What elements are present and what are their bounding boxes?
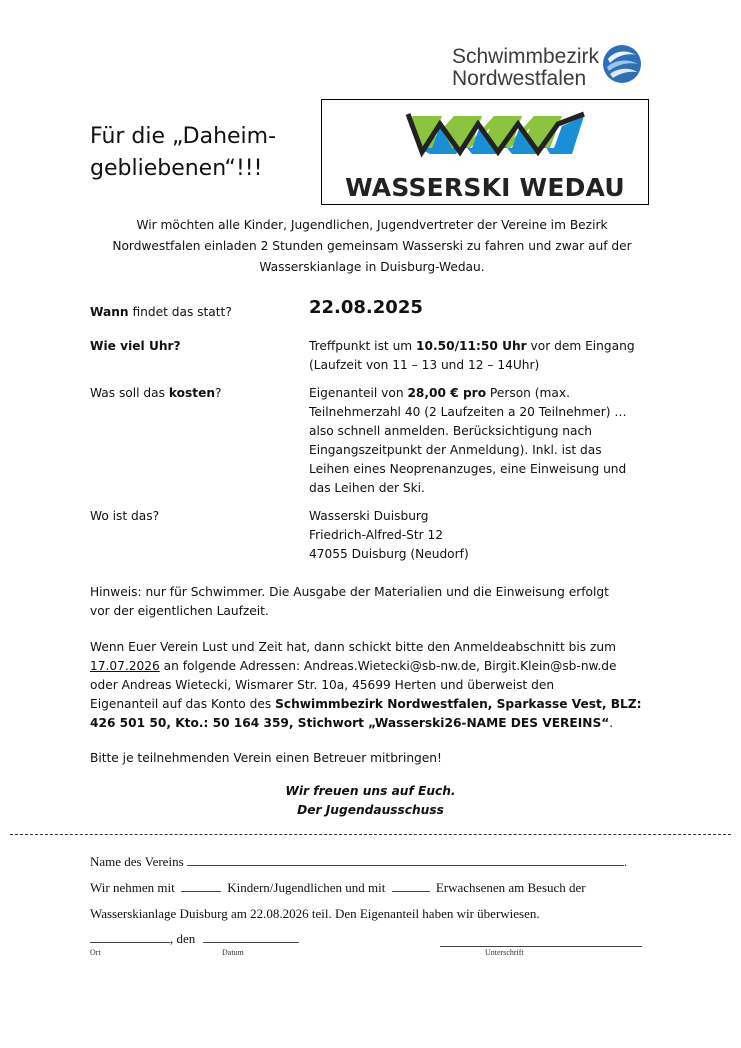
where-value	[309, 507, 649, 564]
signup-paragraph	[90, 638, 650, 733]
time-value-bold: 10.50/11:50 Uhr	[416, 339, 527, 353]
cost-label-post: ?	[215, 386, 222, 400]
participants-row	[90, 879, 586, 896]
signature-caption: Unterschrift	[485, 948, 524, 957]
cost-value-line: Teilnehmerzahl 40 (2 Laufzeiten a 20 Teilnehmer) …	[309, 405, 627, 419]
cost-value-line: Leihen eines Neoprenanzuges, eine Einweisung und	[309, 462, 627, 476]
cost-label	[90, 384, 222, 403]
time-value-post: vor dem Eingang	[526, 339, 635, 353]
supervisor-note: Bitte je teilnehmenden Verein einen Betreuer mitbringen!	[90, 751, 442, 765]
cost-value-pre: Eigenanteil von	[309, 386, 408, 400]
page-title-line2: gebliebenen“!!!	[90, 156, 263, 181]
organization-name-line2: Nordwestfalen	[452, 67, 587, 90]
signup-line5-end: .	[609, 716, 614, 730]
den-text: , den	[170, 931, 196, 946]
page-title	[90, 121, 276, 185]
hint-line2: vor der eigentlichen Laufzeit.	[90, 604, 269, 618]
date-caption: Datum	[222, 948, 244, 957]
place-field[interactable]	[90, 930, 170, 943]
time-value-pre: Treffpunkt ist um	[309, 339, 417, 353]
when-label-bold: Wann	[90, 305, 129, 319]
signup-line2: an folgende Adressen: Andreas.Wietecki@sb-nw.de, Birgit.Klein@sb-nw.de	[159, 659, 617, 673]
cost-value	[309, 384, 649, 498]
participants-pre: Wir nehmen mit	[90, 880, 175, 895]
where-label: Wo ist das?	[90, 509, 160, 523]
place-date-row	[90, 930, 299, 947]
page-title-line1: Für die „Daheim-	[90, 124, 277, 149]
signup-line1: Wenn Euer Verein Lust und Zeit hat, dann schickt bitte den Anmeldeabschnitt bis zum	[90, 640, 616, 654]
club-name-label: Name des Vereins	[90, 854, 184, 869]
hint-line1: Hinweis: nur für Schwimmer. Die Ausgabe der Materialien und die Einweisung erfolgt	[90, 585, 609, 599]
cost-value-line: das Leihen der Ski.	[309, 481, 425, 495]
brand-name: WASSERSKI WEDAU	[345, 173, 625, 202]
event-date: 22.08.2025	[309, 297, 423, 318]
cost-value-line: Eingangszeitpunkt der Anmeldung). Inkl. ist das	[309, 443, 602, 457]
cost-value-bold: 28,00 € pro	[407, 386, 487, 400]
signup-deadline: 17.07.2026	[90, 659, 160, 673]
cut-line	[10, 834, 731, 835]
time-label: Wie viel Uhr?	[90, 339, 181, 353]
cost-label-bold: kosten	[168, 386, 216, 400]
time-value-line2: (Laufzeit von 11 – 13 und 12 – 14Uhr)	[309, 358, 540, 372]
signup-line4: Eigenanteil auf das Konto des	[90, 697, 276, 711]
participants-mid: Kindern/Jugendlichen und mit	[227, 880, 386, 895]
confirmation-text: Wasserskianlage Duisburg am 22.08.2026 teil. Den Eigenanteil haben wir überwiesen.	[90, 906, 540, 921]
hint-paragraph	[90, 583, 650, 621]
place-caption: Ort	[90, 948, 101, 957]
intro-paragraph: Wir möchten alle Kinder, Jugendlichen, Jugendvertreter der Vereine im Bezirk Nordwestfalen einladen 2 Stunden gemeinsam Wasserski zu fahren und zwar auf der Wasserskianlage in Duisburg-Wedau.	[112, 218, 632, 274]
adults-count-field[interactable]	[392, 879, 430, 892]
cost-value-line: also schnell anmelden. Berücksichtigung nach	[309, 424, 592, 438]
organization-name	[452, 46, 599, 90]
when-label	[90, 303, 232, 322]
signature-field[interactable]	[440, 932, 642, 947]
children-count-field[interactable]	[181, 879, 221, 892]
cost-label-pre: Was soll das	[90, 386, 169, 400]
date-field[interactable]	[203, 930, 299, 943]
club-name-field[interactable]	[187, 853, 624, 866]
closing-line2: Der Jugendausschuss	[297, 803, 444, 817]
signup-line3: oder Andreas Wietecki, Wismarer Str. 10a, 45699 Herten und überweist den	[90, 678, 555, 692]
club-name-end: .	[623, 854, 628, 869]
signup-account-details: 426 501 50, Kto.: 50 164 359, Stichwort „Wasserski26-NAME DES VEREINS“	[90, 716, 610, 730]
signup-account-holder: Schwimmbezirk Nordwestfalen, Sparkasse Vest, BLZ:	[275, 697, 642, 711]
where-value-line: Wasserski Duisburg	[309, 509, 429, 523]
when-label-rest: findet das statt?	[128, 305, 232, 319]
where-value-line: Friedrich-Alfred-Str 12	[309, 528, 444, 542]
where-value-line: 47055 Duisburg (Neudorf)	[309, 547, 469, 561]
time-value	[309, 337, 649, 375]
club-name-row	[90, 853, 627, 870]
organization-name-line1: Schwimmbezirk	[452, 45, 600, 68]
cost-value-post: Person (max.	[486, 386, 570, 400]
closing-line1: Wir freuen uns auf Euch.	[285, 784, 456, 798]
swimming-district-logo-icon	[602, 43, 642, 85]
wasserski-wedau-logo	[321, 99, 649, 205]
participants-post: Erwachsenen am Besuch der	[435, 880, 586, 895]
